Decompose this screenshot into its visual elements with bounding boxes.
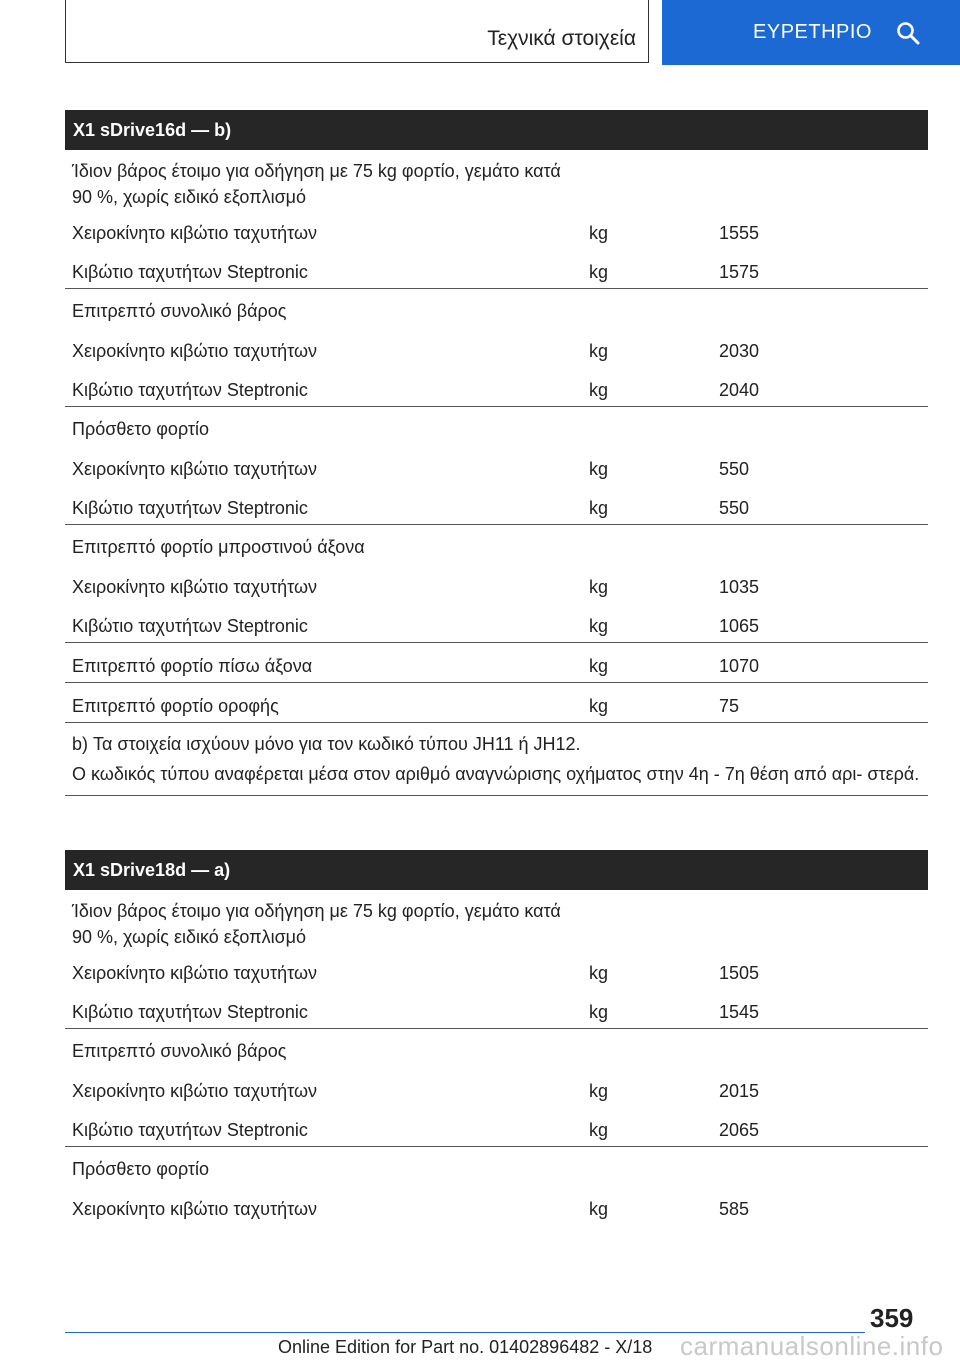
row-value: 550 bbox=[719, 459, 750, 479]
group-heading-label: Επιτρεπτό φορτίο μπροστινού άξονα bbox=[72, 537, 365, 557]
group-heading bbox=[65, 890, 928, 950]
row-value: 1545 bbox=[719, 1002, 760, 1022]
group-heading-label: Επιτρεπτό συνολικό βάρος bbox=[72, 301, 287, 321]
row-unit: kg bbox=[589, 696, 609, 716]
row-label: Χειροκίνητο κιβώτιο ταχυτήτων bbox=[72, 577, 318, 597]
section-title: X1 sDrive16d — b) bbox=[65, 110, 928, 150]
watermark: carmanualsonline.info bbox=[680, 1331, 944, 1361]
group-heading bbox=[65, 1147, 928, 1186]
row-label: Χειροκίνητο κιβώτιο ταχυτήτων bbox=[72, 1081, 318, 1101]
tab-technical-data[interactable]: Τεχνικά στοιχεία bbox=[487, 27, 636, 50]
search-icon bbox=[896, 21, 920, 45]
section-title: X1 sDrive18d — a) bbox=[65, 850, 928, 890]
row-value: 1065 bbox=[719, 616, 760, 636]
row-value: 550 bbox=[719, 498, 750, 518]
row-value: 1035 bbox=[719, 577, 760, 597]
row-unit: kg bbox=[589, 963, 609, 983]
row-value: 2040 bbox=[719, 380, 760, 400]
row-unit: kg bbox=[589, 1199, 609, 1219]
row-unit: kg bbox=[589, 577, 609, 597]
table-row bbox=[65, 367, 928, 407]
row-unit: kg bbox=[589, 656, 609, 676]
section-x1-sdrive18d bbox=[65, 850, 928, 1225]
row-label: Χειροκίνητο κιβώτιο ταχυτήτων bbox=[72, 1199, 318, 1219]
group-heading bbox=[65, 407, 928, 446]
row-unit: kg bbox=[589, 1120, 609, 1140]
group-heading-label: Ίδιον βάρος έτοιμο για οδήγηση με 75 kg φορτίο, γεμάτο κατά 90 %, χωρίς ειδικό εξοπλισμό bbox=[72, 161, 561, 207]
row-label: Επιτρεπτό φορτίο οροφής bbox=[72, 696, 279, 716]
row-unit: kg bbox=[589, 459, 609, 479]
table-row bbox=[65, 1068, 928, 1107]
group-heading-label: Πρόσθετο φορτίο bbox=[72, 419, 210, 439]
row-unit: kg bbox=[589, 262, 609, 282]
row-label: Επιτρεπτό φορτίο πίσω άξονα bbox=[72, 656, 313, 676]
table-row bbox=[65, 446, 928, 485]
row-value: 2015 bbox=[719, 1081, 760, 1101]
row-value: 585 bbox=[719, 1199, 750, 1219]
footnote-type-code: Ο κωδικός τύπου αναφέρεται μέσα στον αριθμό αναγνώρισης οχήματος στην 4η - 7η θέση από αρι- στερά. bbox=[72, 764, 920, 784]
index-label: ΕΥΡΕΤΗΡΙΟ bbox=[753, 21, 872, 43]
row-label: Κιβώτιο ταχυτήτων Steptronic bbox=[72, 616, 308, 636]
group-heading-label: Επιτρεπτό συνολικό βάρος bbox=[72, 1041, 287, 1061]
table-row bbox=[65, 1186, 928, 1225]
table-row bbox=[65, 643, 928, 683]
table-row bbox=[65, 950, 928, 989]
table-row bbox=[65, 564, 928, 603]
table-row bbox=[65, 683, 928, 723]
row-unit: kg bbox=[589, 498, 609, 518]
row-value: 1575 bbox=[719, 262, 760, 282]
row-value: 75 bbox=[719, 696, 740, 716]
row-unit: kg bbox=[589, 380, 609, 400]
table-row bbox=[65, 485, 928, 525]
footnote bbox=[65, 723, 928, 796]
row-unit: kg bbox=[589, 1081, 609, 1101]
row-label: Κιβώτιο ταχυτήτων Steptronic bbox=[72, 1002, 308, 1022]
row-label: Χειροκίνητο κιβώτιο ταχυτήτων bbox=[72, 963, 318, 983]
row-label: Κιβώτιο ταχυτήτων Steptronic bbox=[72, 262, 308, 282]
row-label: Κιβώτιο ταχυτήτων Steptronic bbox=[72, 1120, 308, 1140]
table-row bbox=[65, 1107, 928, 1147]
row-label: Χειροκίνητο κιβώτιο ταχυτήτων bbox=[72, 223, 318, 243]
group-heading bbox=[65, 1029, 928, 1068]
row-label: Χειροκίνητο κιβώτιο ταχυτήτων bbox=[72, 341, 318, 361]
row-unit: kg bbox=[589, 341, 609, 361]
footer-edition: Online Edition for Part no. 01402896482 - X/18 bbox=[278, 1337, 653, 1357]
group-heading bbox=[65, 525, 928, 564]
header-box bbox=[65, 0, 649, 63]
group-heading-label: Πρόσθετο φορτίο bbox=[72, 1159, 210, 1179]
page-number: 359 bbox=[870, 1303, 914, 1333]
row-value: 1070 bbox=[719, 656, 760, 676]
table-row bbox=[65, 249, 928, 289]
table-row bbox=[65, 989, 928, 1029]
section-x1-sdrive16d bbox=[65, 110, 928, 796]
row-value: 2030 bbox=[719, 341, 760, 361]
row-value: 1555 bbox=[719, 223, 760, 243]
row-unit: kg bbox=[589, 223, 609, 243]
group-heading-label: Ίδιον βάρος έτοιμο για οδήγηση με 75 kg φορτίο, γεμάτο κατά 90 %, χωρίς ειδικό εξοπλισμό bbox=[72, 901, 561, 947]
row-value: 1505 bbox=[719, 963, 760, 983]
row-unit: kg bbox=[589, 1002, 609, 1022]
row-label: Κιβώτιο ταχυτήτων Steptronic bbox=[72, 498, 308, 518]
group-heading bbox=[65, 150, 928, 210]
table-row bbox=[65, 328, 928, 367]
row-unit: kg bbox=[589, 616, 609, 636]
index-button[interactable] bbox=[662, 0, 960, 65]
footnote-b: b) Τα στοιχεία ισχύουν μόνο για τον κωδικό τύπου JH11 ή JH12. bbox=[72, 734, 581, 754]
row-label: Χειροκίνητο κιβώτιο ταχυτήτων bbox=[72, 459, 318, 479]
row-label: Κιβώτιο ταχυτήτων Steptronic bbox=[72, 380, 308, 400]
row-value: 2065 bbox=[719, 1120, 760, 1140]
table-row bbox=[65, 210, 928, 249]
table-row bbox=[65, 603, 928, 643]
group-heading bbox=[65, 289, 928, 328]
